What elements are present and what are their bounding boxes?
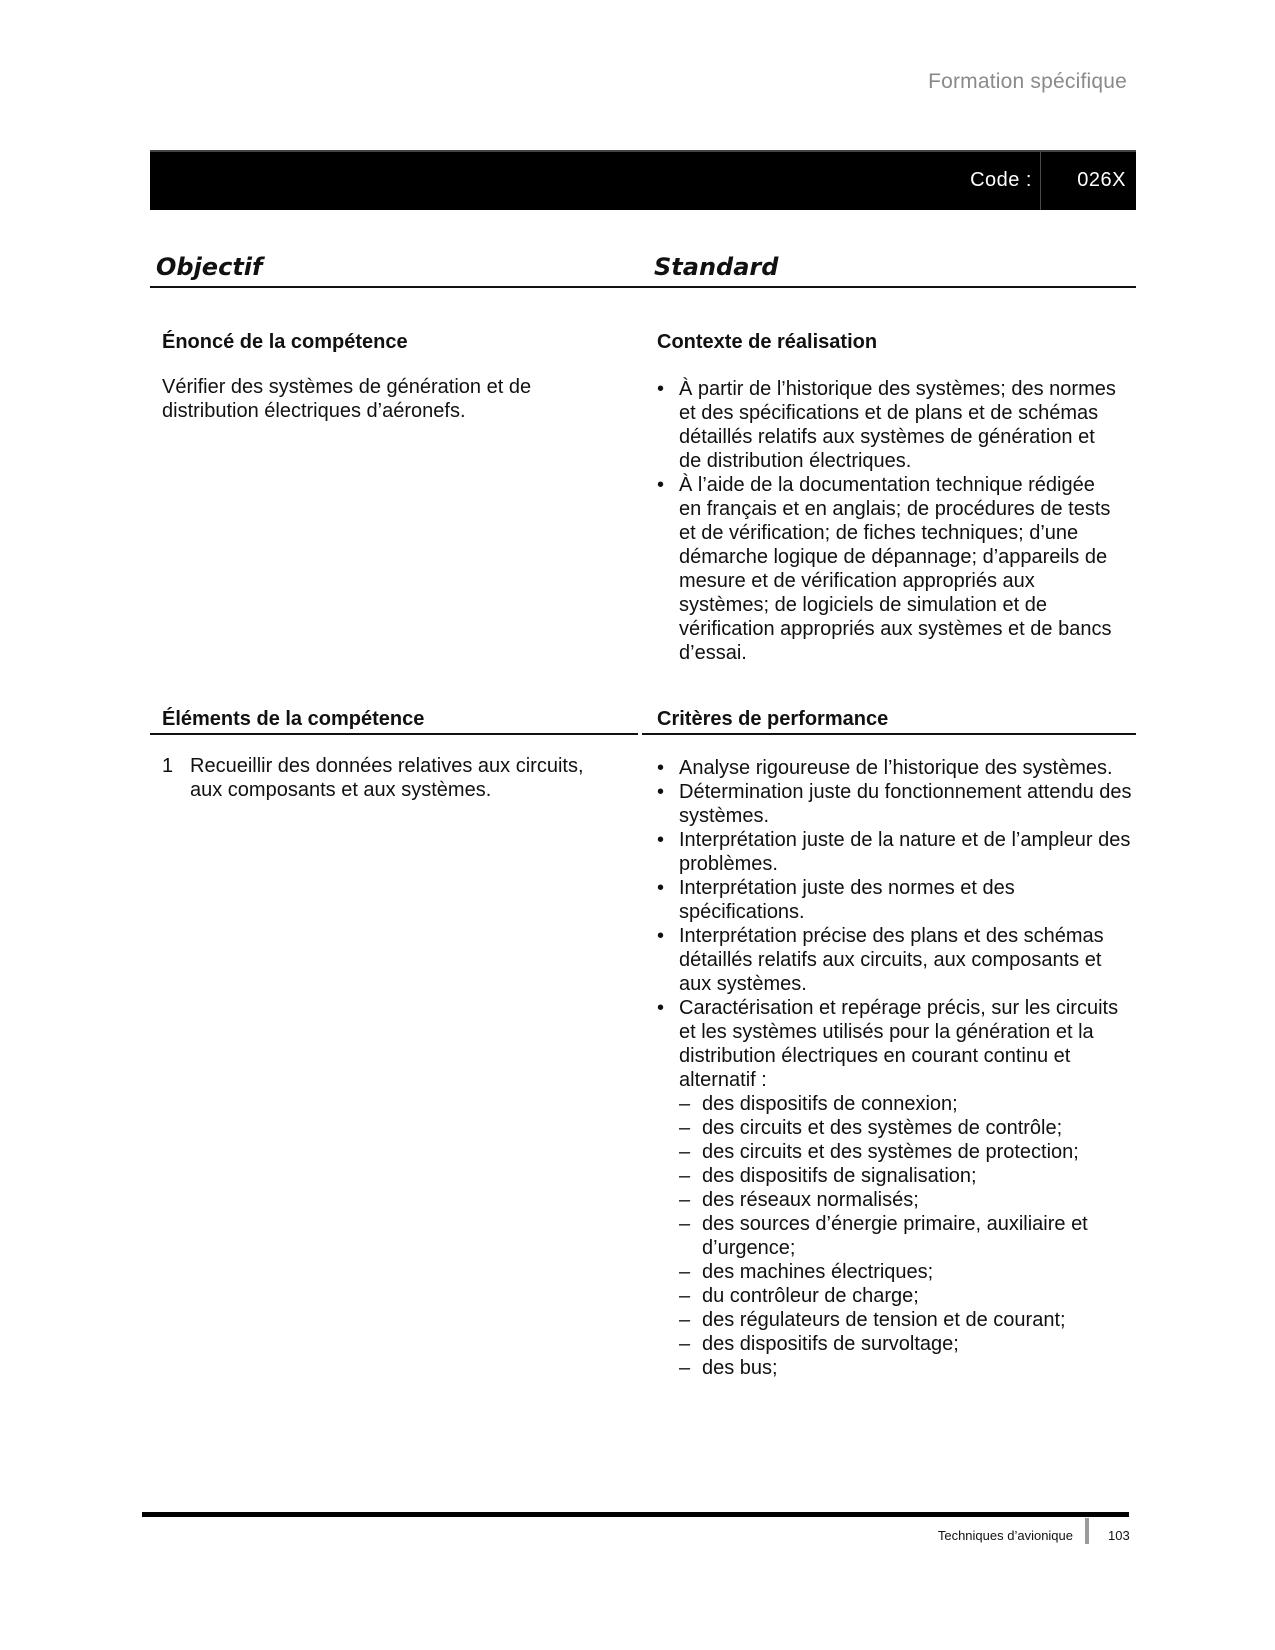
critere-subitem: – des sources d’énergie primaire, auxiliaire et d’urgence; xyxy=(679,1213,1088,1259)
critere-subitem: – des réseaux normalisés; xyxy=(679,1189,919,1211)
critere-subitem: – des dispositifs de survoltage; xyxy=(679,1333,959,1355)
code-separator xyxy=(1040,152,1041,210)
critere-subitem: – des bus; xyxy=(679,1357,778,1379)
critere-subitem: – des circuits et des systèmes de protection; xyxy=(679,1141,1079,1163)
critere-subitem: – des machines électriques; xyxy=(679,1261,934,1283)
footer-title: Techniques d’avionique xyxy=(937,1528,1073,1543)
critere-subitem: – des régulateurs de tension et de courant; xyxy=(679,1309,1066,1331)
title-rule xyxy=(150,286,1136,288)
critere-item: • Interprétation juste de la nature et de l’ampleur des problèmes. xyxy=(657,828,1133,876)
criteres-rule xyxy=(642,733,1136,735)
critere-item: • Analyse rigoureuse de l’historique des systèmes. xyxy=(657,756,1133,780)
section-header: Formation spécifique xyxy=(928,70,1127,93)
critere-item: • Interprétation juste des normes et des spécifications. xyxy=(657,876,1133,924)
footer-separator xyxy=(1085,1518,1089,1544)
critere-item xyxy=(657,996,1133,1380)
critere-item: • Détermination juste du fonctionnement attendu des systèmes. xyxy=(657,780,1133,828)
critere-item: • Interprétation précise des plans et des schémas détaillés relatifs aux circuits, aux composants et aux systèmes. xyxy=(657,924,1133,996)
elements-rule xyxy=(150,733,638,735)
critere-subitem: – du contrôleur de charge; xyxy=(679,1285,919,1307)
elements-list xyxy=(162,754,602,802)
enonce-heading: Énoncé de la compétence xyxy=(162,331,408,353)
page-number: 103 xyxy=(1108,1528,1130,1543)
critere-subitem: – des dispositifs de signalisation; xyxy=(679,1165,977,1187)
code-bar xyxy=(150,150,1136,210)
critere-item-text: Caractérisation et repérage précis, sur les circuits et les systèmes utilisés pour la génération et la distribution électriques en courant continu et alternatif : xyxy=(679,997,1119,1091)
critere-subitem: – des dispositifs de connexion; xyxy=(679,1093,958,1115)
element-item xyxy=(162,754,602,802)
footer-rule xyxy=(142,1512,1129,1517)
contexte-list xyxy=(657,377,1121,665)
critere-subitem: – des circuits et des systèmes de contrôle; xyxy=(679,1117,1063,1139)
contexte-item: • À partir de l’historique des systèmes; des normes et des spécifications et de plans et de schémas détaillés relatifs aux systèmes de génération et de distribution électriques. xyxy=(657,377,1121,473)
element-text: Recueillir des données relatives aux circuits, aux composants et aux systèmes. xyxy=(190,755,584,801)
elements-heading: Éléments de la compétence xyxy=(162,708,425,730)
critere-sublist xyxy=(679,1092,1133,1380)
criteres-heading: Critères de performance xyxy=(657,708,889,730)
contexte-heading: Contexte de réalisation xyxy=(657,331,878,353)
criteres-list xyxy=(657,756,1133,1380)
code-label: Code : xyxy=(970,169,1032,191)
enonce-text: Vérifier des systèmes de génération et de distribution électriques d’aéronefs. xyxy=(162,376,532,422)
element-number: 1 xyxy=(162,755,174,777)
objectif-title: Objectif xyxy=(156,253,263,281)
code-value: 026X xyxy=(1077,169,1126,191)
contexte-item: • À l’aide de la documentation technique rédigée en français et en anglais; de procédures de tests et de vérification; de fiches techniques; d’une démarche logique de dépannage; d’appareils de mesure et de vérification appropriés aux systèmes; de logiciels de simulation et de vérification appropriés aux systèmes et de bancs d’essai. xyxy=(657,473,1121,665)
standard-title: Standard xyxy=(654,253,779,281)
